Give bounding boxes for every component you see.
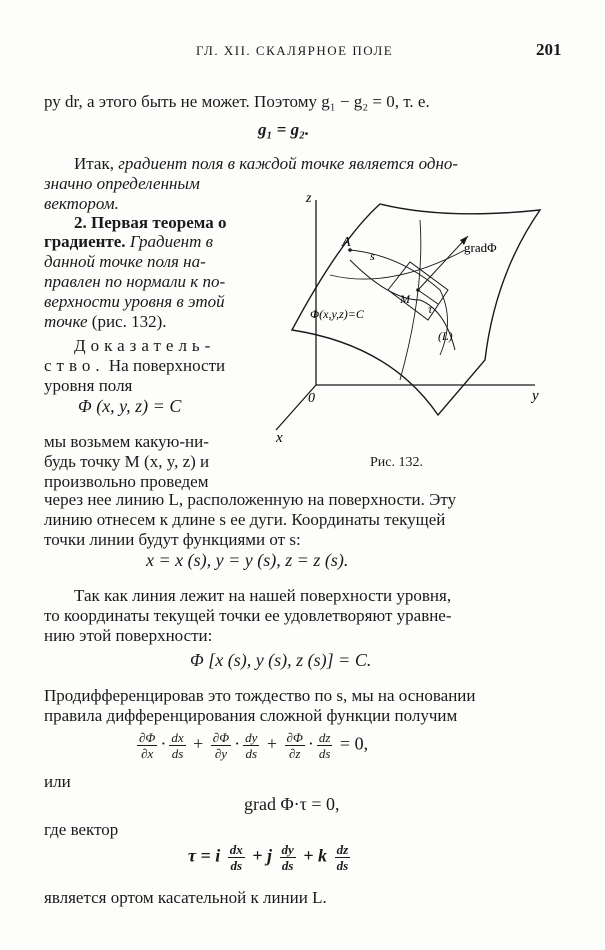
fraction: $\frac{\partial\Phi}{\partial y}$ xyxy=(212,730,230,761)
fraction: $\frac{\partial\Phi}{\partial z}$ xyxy=(286,730,303,761)
fraction: $\frac{dy}{ds}$ xyxy=(281,842,294,873)
figure-132 xyxy=(270,180,560,450)
label-surface: Φ(x,y,z)=C xyxy=(310,307,364,321)
label-a: A xyxy=(342,235,351,250)
label-tau: τ xyxy=(428,302,433,316)
equation-parametric: x = x (s), y = y (s), z = z (s). xyxy=(146,550,349,570)
text-line: верхности уровня в этой xyxy=(44,292,225,311)
text-line: где вектор xyxy=(44,820,119,839)
label-l: (L) xyxy=(438,329,453,343)
text-line: правлен по нормали к по- xyxy=(44,272,226,291)
equation-chain-rule: $\frac{\partial\Phi}{\partial x}$ · $\frac{dx}{ds}$ + $\frac{\partial\Phi}{\partial y}$ · $\frac{dy}{ds}$ + $\frac{\partial\Phi}{\partial z}$ · $\frac{dz}{ds}$ = 0, xyxy=(139,730,369,761)
equation-level-surface: Φ (x, y, z) = C xyxy=(78,396,182,416)
text-line: то координаты текущей точки ее удовлетворяют уравне- xyxy=(44,606,452,625)
label-z: z xyxy=(306,191,312,206)
fraction: $\frac{dx}{ds}$ xyxy=(229,842,243,873)
label-s: s xyxy=(370,249,375,263)
equation-grad-dot-tau: grad Φ·τ = 0, xyxy=(244,794,340,814)
text-line: градиенте. Градиент в xyxy=(44,232,213,251)
page-number: 201 xyxy=(536,40,562,59)
text-line: Доказатель- xyxy=(74,336,216,355)
text-line: Итак, градиент поля в каждой точке является одно- xyxy=(74,154,459,173)
text-line: Так как линия лежит на нашей поверхности уровня, xyxy=(74,586,452,605)
text-line: Продифференцировав это тождество по s, мы на основании xyxy=(44,686,476,705)
label-grad: gradΦ xyxy=(464,240,497,255)
text-line: нию этой поверхности: xyxy=(44,626,213,645)
fraction: $\frac{dz}{ds}$ xyxy=(336,842,349,873)
text-line: через нее линию L, расположенную на поверхности. Эту xyxy=(44,490,457,509)
surface-curve xyxy=(350,250,448,355)
text-line: точке (рис. 132). xyxy=(44,312,167,331)
text-line: является ортом касательной к линии L. xyxy=(44,888,327,907)
grad-vector xyxy=(418,236,468,290)
text-line: значно определенным xyxy=(44,174,200,193)
figure-caption: Рис. 132. xyxy=(370,455,423,470)
text-line: произвольно проведем xyxy=(44,472,209,491)
text-line: вектором. xyxy=(44,194,119,213)
fraction: $\frac{dy}{ds}$ xyxy=(245,730,258,761)
equation-g1-g2: g₁ = g₂. xyxy=(258,120,310,139)
text-line: ру dr, а этого быть не может. Поэтому g₁ − g₂ = 0, т. е. xyxy=(44,92,430,111)
equation-level-surface-param: Φ [x (s), y (s), z (s)] = C. xyxy=(190,650,372,670)
text-line: или xyxy=(44,772,71,791)
fraction: $\frac{dz}{ds}$ xyxy=(318,730,331,761)
point-m xyxy=(416,288,420,292)
surface-curve xyxy=(330,250,465,279)
fraction: $\frac{dx}{ds}$ xyxy=(171,730,184,761)
theorem-heading: 2. Первая теорема о xyxy=(74,213,227,232)
text-line: мы возьмем какую-ни- xyxy=(44,432,209,451)
label-origin: 0 xyxy=(308,391,315,406)
equation-unit-tangent: τ = i $\frac{dx}{ds}$ + j $\frac{dy}{ds}$ + k $\frac{dz}{ds}$ xyxy=(188,842,349,873)
label-y: y xyxy=(532,388,539,404)
text-line: уровня поля xyxy=(44,376,133,395)
text-line: данной точке поля на- xyxy=(44,252,206,271)
label-m: M xyxy=(400,292,410,306)
label-x: x xyxy=(276,430,283,446)
text-line: будь точку M (x, y, z) и xyxy=(44,452,210,471)
text-line: точки линии будут функциями от s: xyxy=(44,530,301,549)
fraction: $\frac{\partial\Phi}{\partial x}$ xyxy=(139,730,156,761)
text-line: линию отнесем к длине s ее дуги. Координаты текущей xyxy=(44,510,446,529)
chapter-title: ГЛ. XII. СКАЛЯРНОЕ ПОЛЕ xyxy=(196,43,394,58)
text-line: ство. На поверхности xyxy=(44,356,226,375)
text-line: правила дифференцирования сложной функции получим xyxy=(44,706,458,725)
running-header xyxy=(0,40,605,64)
